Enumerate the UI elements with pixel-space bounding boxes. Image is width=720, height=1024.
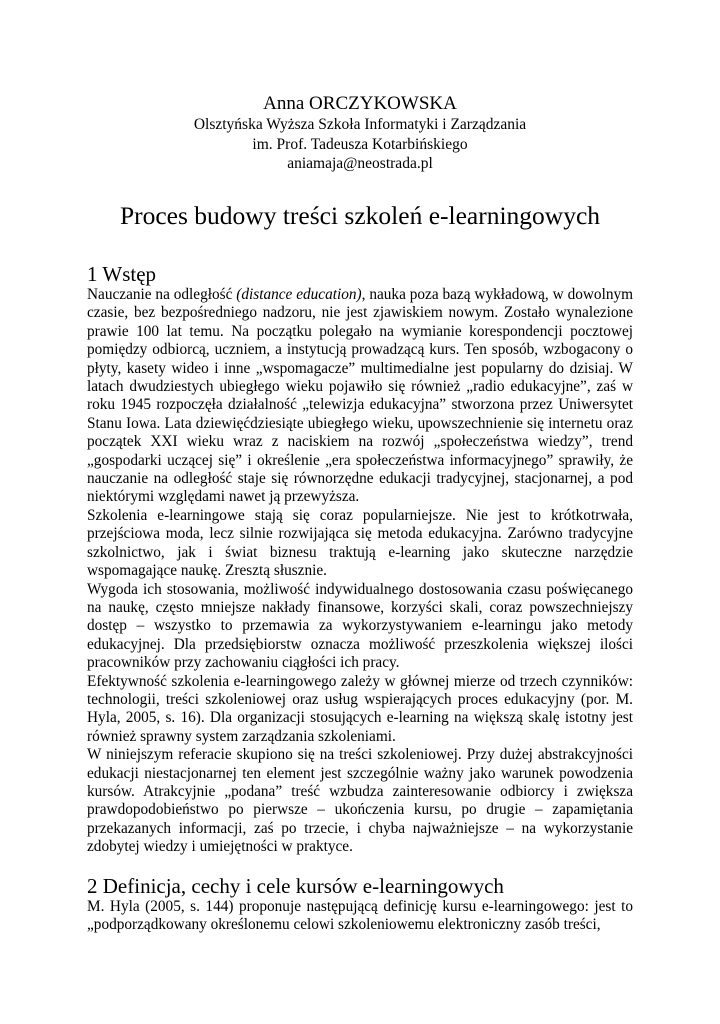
paragraph-text: Nauczanie na odległość [87,286,237,303]
author-email: aniamaja@neostrada.pl [287,155,433,172]
section-spacer [87,857,633,874]
section-1-paragraph-2: Szkolenia e-learningowe stają się coraz popularniejsze. Nie jest to krótkotrwała, przejściowa moda, lecz silnie rozwijająca się metoda edukacyjna. Zarówno tradycyjne szkolnictwo, jak i świat biznesu traktują e-learning jako skuteczne narzędzie wspomagające naukę. Zresztą słusznie. [87,506,633,580]
section-1-heading: 1 Wstęp [87,262,157,286]
section-2-heading: 2 Definicja, cechy i cele kursów e-learningowych [87,873,504,898]
affiliation-line-2: im. Prof. Tadeusza Kotarbińskiego [252,135,468,153]
section-1-paragraph-5: W niniejszym referacie skupiono się na treści szkoleniowej. Przy dużej abstrakcyjności edukacji niestacjonarnej ten element jest szczególnie ważny jako warunek powodzenia kursów. Atrakcyjnie „podana” treść wzbudza zainteresowanie odbiorcy i zwiększa prawdopodobieństwo po pierwsze – ukończenia kursu, po drugie – zapamiętania przekazanych informacji, zaś po trzecie, i chyba najważniejsze – na wykorzystanie zdobytej wiedzy i umiejętności w praktyce. [87,746,633,856]
paragraph-text: , nauka poza bazą wykładową, w dowolnym czasie, bez bezpośredniego nadzoru, nie jest zjawiskiem nowym. Zostało wynalezione prawie 100 lat temu. Na początku polegało na wymianie korespondencji pocztowej pomiędzy odbiorcą, uczniem, a instytucją prowadzącą kurs. Ten sposób, wzbogacony o płyty, kasety wideo i inne „wspomagacze” multimedialne jest popularny do dzisiaj. W latach dwudziestych ubiegłego wieku pojawiło się również „radio edukacyjne”, zaś w roku 1945 rozpoczęła działalność „telewizja edukacyjna” stworzona przez Uniwersytet Stanu Iowa. Lata dziewięćdziesiąte ubiegłego wieku, upowszechnienie się internetu oraz początek XXI wieku wraz z naciskiem na rozwój „społeczeństwa wiedzy”, trend „gospodarki uczącej się” i określenie „era społeczeństwa informacyjnego” sprawiły, że nauczanie na odległość staje się równorzędne edukacji tradycyjnej, stacjonarnej, a pod niektórymi względami nawet ją przewyższa. [87,286,634,506]
paper-title: Proces budowy treści szkoleń e-learningowych [119,201,601,230]
paper-header [0,92,720,174]
author-name: Anna ORCZYKOWSKA [263,93,457,114]
section-1-paragraph-4: Efektywność szkolenia e-learningowego zależy w głównej mierze od trzech czynników: technologii, treści szkoleniowej oraz usług wspierających proces edukacyjny (por. M. Hyla, 2005, s. 16). Dla organizacji stosujących e-learning na większą skalę istotny jest również sprawny system zarządzania szkoleniami. [87,672,633,745]
section-1-paragraph-3: Wygoda ich stosowania, możliwość indywidualnego dostosowania czasu poświęcanego na naukę, często mniejsze nakłady finansowe, korzyści skali, coraz powszechniejszy dostęp – wszystko to przemawia za wykorzystywaniem e-learningu jako metody edukacyjnej. Dla przedsiębiorstw oznacza możliwość przeszkolenia większej ilości pracowników przy zachowaniu ciągłości ich pracy. [87,580,633,672]
section-2-paragraph-1: M. Hyla (2005, s. 144) proponuje następującą definicję kursu e-learningowego: jest to „podporządkowany określonemu celowi szkoleniowemu elektroniczny zasób treści, [87,897,633,933]
italic-term: (distance education) [236,286,362,303]
affiliation-line-1: Olsztyńska Wyższa Szkoła Informatyki i Zarządzania [193,116,527,133]
section-1-paragraph-1 [87,286,633,507]
paper-body [87,262,633,934]
